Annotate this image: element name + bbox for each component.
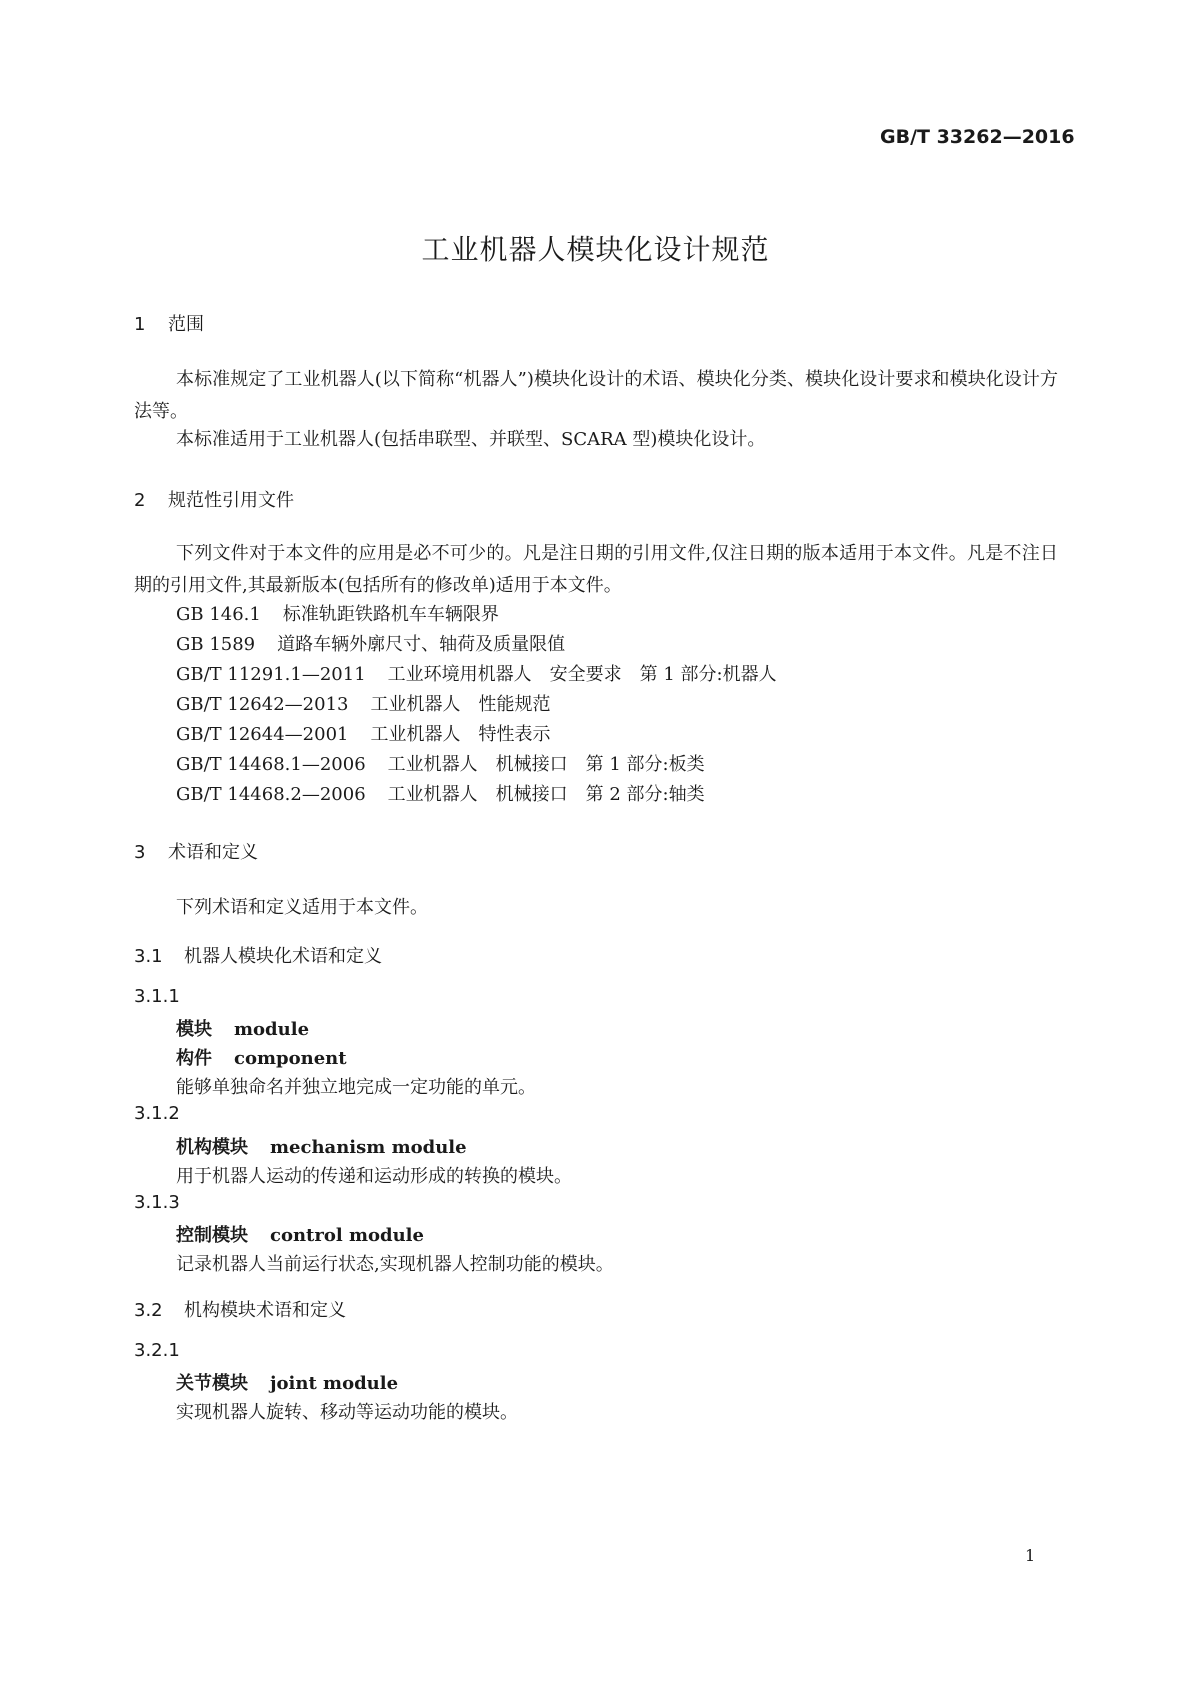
term-cn: 关节模块 xyxy=(176,1373,248,1394)
reference-code: GB/T 12642—2013 xyxy=(176,694,349,715)
reference-item xyxy=(176,600,499,626)
section-title: 范围 xyxy=(168,314,204,335)
term-cn: 模块 xyxy=(176,1019,212,1040)
term-entry xyxy=(176,1221,424,1247)
term-en: mechanism module xyxy=(270,1137,467,1158)
subsection-3-1-heading xyxy=(134,942,382,968)
term-definition: 用于机器人运动的传递和运动形成的转换的模块。 xyxy=(176,1166,572,1187)
term-en: component xyxy=(234,1048,347,1069)
clause-number: 3.2.1 xyxy=(134,1340,180,1361)
subsection-3-2-heading xyxy=(134,1296,346,1322)
term-entry xyxy=(176,1133,467,1159)
reference-title: 工业环境用机器人 安全要求 第 1 部分:机器人 xyxy=(387,664,777,685)
reference-code: GB/T 14468.2—2006 xyxy=(176,784,366,805)
reference-code: GB/T 12644—2001 xyxy=(176,724,349,745)
reference-code: GB 146.1 xyxy=(176,604,261,625)
document-title: 工业机器人模块化设计规范 xyxy=(421,233,770,266)
term-cn: 机构模块 xyxy=(176,1137,248,1158)
reference-item xyxy=(176,780,705,806)
reference-code: GB/T 11291.1—2011 xyxy=(176,664,366,685)
term-en: joint module xyxy=(270,1373,399,1394)
term-entry xyxy=(176,1015,309,1041)
clause-number: 3.1.1 xyxy=(134,986,180,1007)
term-en: module xyxy=(234,1019,310,1040)
section-2-heading xyxy=(134,486,294,512)
reference-code: GB/T 14468.1—2006 xyxy=(176,754,366,775)
term-definition: 实现机器人旋转、移动等运动功能的模块。 xyxy=(176,1402,518,1423)
section-2-paragraph-1: 下列文件对于本文件的应用是必不可少的。凡是注日期的引用文件,仅注日期的版本适用于本文件。凡是不注日期的引用文件,其最新版本(包括所有的修改单)适用于本文件。 xyxy=(134,543,1058,596)
term-entry xyxy=(176,1044,347,1070)
section-3-heading xyxy=(134,838,258,864)
term-definition: 记录机器人当前运行状态,实现机器人控制功能的模块。 xyxy=(176,1254,614,1275)
standard-code: GB/T 33262—2016 xyxy=(880,126,1075,148)
subsection-title: 机器人模块化术语和定义 xyxy=(184,946,382,967)
term-en: control module xyxy=(270,1225,424,1246)
subsection-number: 3.1 xyxy=(134,946,163,967)
reference-title: 工业机器人 机械接口 第 1 部分:板类 xyxy=(387,754,705,775)
reference-item xyxy=(176,690,550,716)
term-cn: 控制模块 xyxy=(176,1225,248,1246)
subsection-title: 机构模块术语和定义 xyxy=(184,1300,346,1321)
subsection-number: 3.2 xyxy=(134,1300,163,1321)
term-definition: 能够单独命名并独立地完成一定功能的单元。 xyxy=(176,1077,536,1098)
clause-number: 3.1.2 xyxy=(134,1103,180,1124)
section-3-intro: 下列术语和定义适用于本文件。 xyxy=(176,897,428,918)
section-number: 2 xyxy=(134,490,146,511)
reference-item xyxy=(176,750,705,776)
section-title: 术语和定义 xyxy=(168,842,258,863)
section-number: 3 xyxy=(134,842,146,863)
term-cn: 构件 xyxy=(176,1048,212,1069)
section-1-heading xyxy=(134,310,204,336)
reference-title: 工业机器人 特性表示 xyxy=(370,724,551,745)
section-1-paragraph-1: 本标准规定了工业机器人(以下简称“机器人”)模块化设计的术语、模块化分类、模块化设计要求和模块化设计方法等。 xyxy=(134,369,1058,422)
reference-item xyxy=(176,720,550,746)
section-title: 规范性引用文件 xyxy=(168,490,294,511)
reference-item xyxy=(176,660,777,686)
page-number: 1 xyxy=(1025,1546,1036,1565)
section-number: 1 xyxy=(134,314,146,335)
reference-code: GB 1589 xyxy=(176,634,256,655)
term-entry xyxy=(176,1369,398,1395)
reference-item xyxy=(176,630,565,656)
reference-title: 工业机器人 机械接口 第 2 部分:轴类 xyxy=(387,784,705,805)
reference-title: 道路车辆外廓尺寸、轴荷及质量限值 xyxy=(277,634,566,655)
clause-number: 3.1.3 xyxy=(134,1192,180,1213)
section-1-paragraph-2: 本标准适用于工业机器人(包括串联型、并联型、SCARA 型)模块化设计。 xyxy=(176,429,766,450)
reference-title: 标准轨距铁路机车车辆限界 xyxy=(282,604,499,625)
reference-title: 工业机器人 性能规范 xyxy=(370,694,551,715)
